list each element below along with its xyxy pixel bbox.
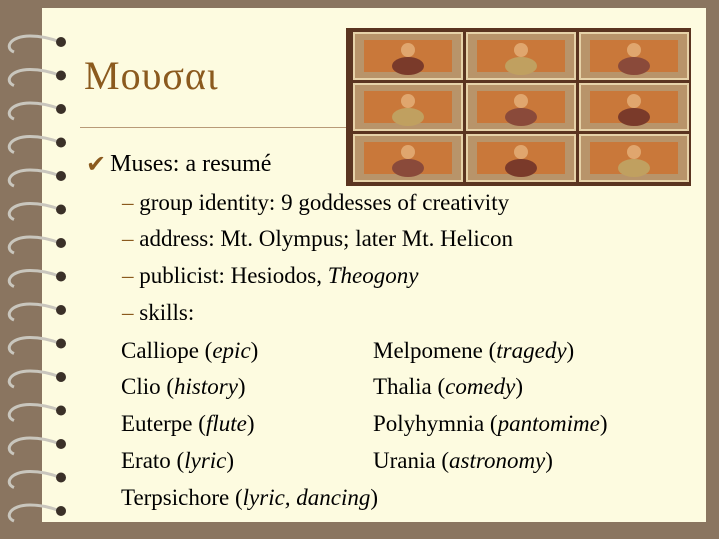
muse-entry: Erato (lyric)	[121, 448, 235, 473]
muse-domain: comedy	[445, 374, 516, 399]
muse-name: Melpomene (	[373, 338, 497, 363]
mosaic-panel	[467, 84, 575, 130]
binding-ring	[9, 170, 66, 186]
heading-text: Muses: a resumé	[110, 151, 272, 177]
muse-name: Calliope (	[121, 338, 213, 363]
muse-name: Polyhymnia (	[373, 411, 498, 436]
list-item: – group identity: 9 goddesses of creativity	[122, 190, 510, 215]
mosaic-panel	[354, 33, 462, 79]
spiral-binding	[0, 0, 80, 539]
list-item: – skills:	[122, 300, 195, 325]
binding-ring	[9, 371, 66, 387]
muse-entry: Melpomene (tragedy)	[373, 338, 575, 363]
muse-entry: Euterpe (flute)	[121, 411, 255, 436]
binding-ring	[9, 271, 66, 287]
muse-name: Erato (	[121, 448, 185, 473]
muse-domain: tragedy	[496, 338, 567, 363]
muse-name: Euterpe (	[121, 411, 206, 436]
muse-entry: Urania (astronomy)	[373, 448, 553, 473]
muse-entry: Polyhymnia (pantomime)	[373, 411, 608, 436]
binding-ring	[9, 304, 66, 320]
muse-domain: lyric, dancing	[242, 485, 371, 510]
binding-ring	[9, 505, 66, 521]
muses-mosaic-image	[346, 28, 691, 186]
binding-ring	[9, 70, 66, 86]
muse-entry: Thalia (comedy)	[373, 374, 524, 399]
checkmark-icon: ✔	[86, 152, 107, 178]
binding-ring	[9, 438, 66, 454]
main-heading	[86, 150, 271, 179]
binding-ring	[9, 338, 66, 354]
muse-domain: lyric	[184, 448, 227, 473]
list-item: – publicist: Hesiodos, Theogony	[122, 263, 419, 288]
muse-domain: epic	[212, 338, 251, 363]
muse-domain: flute	[205, 411, 247, 436]
muse-domain: history	[174, 374, 238, 399]
binding-ring	[9, 405, 66, 421]
title-divider	[80, 127, 360, 128]
binding-ring	[9, 36, 66, 52]
mosaic-panel	[580, 84, 688, 130]
binding-ring	[9, 137, 66, 153]
slide-title: Μουσαι	[84, 53, 219, 98]
muse-name: Urania (	[373, 448, 449, 473]
muse-name: Terpsichore (	[121, 485, 243, 510]
mosaic-panel	[467, 33, 575, 79]
mosaic-panel	[467, 135, 575, 181]
list-item: – address: Mt. Olympus; later Mt. Helicon	[122, 226, 513, 251]
muse-domain: astronomy	[449, 448, 546, 473]
mosaic-panel	[354, 135, 462, 181]
mosaic-panel	[580, 135, 688, 181]
muse-domain: pantomime	[497, 411, 600, 436]
muse-name: Clio (	[121, 374, 175, 399]
mosaic-panel	[580, 33, 688, 79]
mosaic-panel	[354, 84, 462, 130]
muse-entry: Clio (history)	[121, 374, 246, 399]
muse-name: Thalia (	[373, 374, 446, 399]
muse-entry: Calliope (epic)	[121, 338, 259, 363]
binding-ring	[9, 103, 66, 119]
binding-ring	[9, 237, 66, 253]
binding-ring	[9, 204, 66, 220]
muse-entry: Terpsichore (lyric, dancing)	[121, 485, 379, 510]
binding-ring	[9, 472, 66, 488]
